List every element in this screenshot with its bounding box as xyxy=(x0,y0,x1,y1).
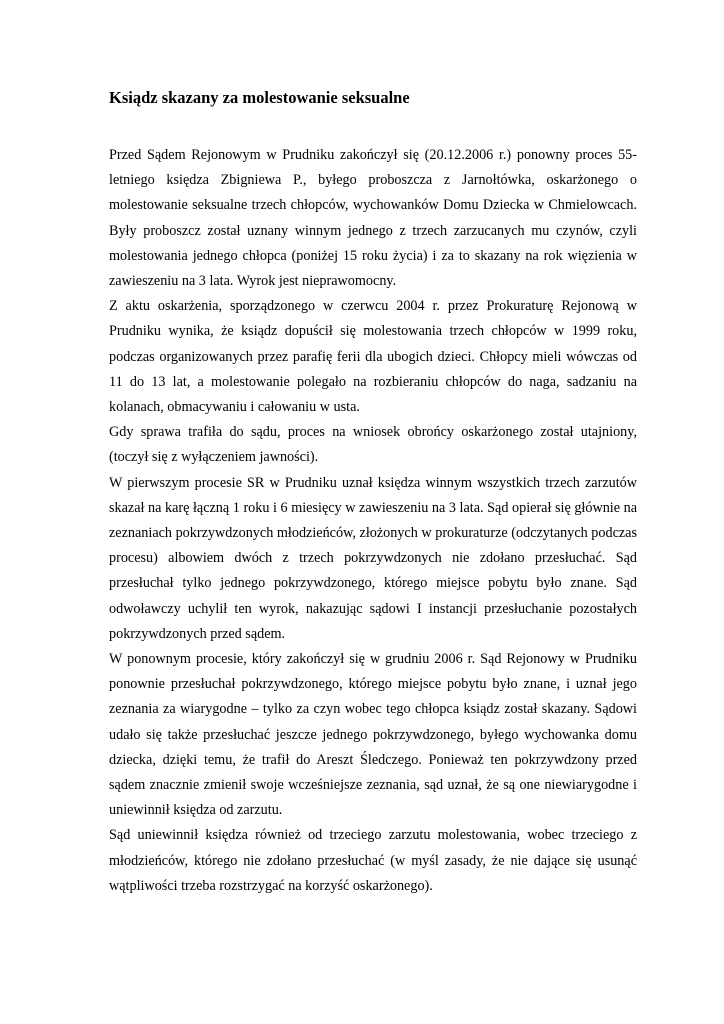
paragraph-4: W pierwszym procesie SR w Prudniku uznał księdza winnym wszystkich trzech zarzutów skazał na karę łączną 1 roku i 6 miesięcy w zawieszeniu na 3 lata. Sąd opierał się głównie na zeznaniach pokrzywdzonych młodzieńców, złożonych w prokuraturze (odczytanych podczas procesu) albowiem dwóch z trzech pokrzywdzonych nie zdołano przesłuchać. Sąd przesłuchał tylko jednego pokrzywdzonego, którego miejsce pobytu było znane. Sąd odwoławczy uchylił ten wyrok, nakazując sądowi I instancji przesłuchanie pozostałych pokrzywdzonych przed sądem. xyxy=(109,474,637,642)
paragraph-5: W ponownym procesie, który zakończył się w grudniu 2006 r. Sąd Rejonowy w Prudniku ponownie przesłuchał pokrzywdzonego, którego miejsce pobytu było znane, i uznał jego zeznania za wiarygodne – tylko za czyn wobec tego chłopca ksiądz został skazany. Sądowi udało się także przesłuchać jeszcze jednego pokrzywdzonego, byłego wychowanka domu dziecka, dzięki temu, że trafił do Areszt Śledczego. Ponieważ ten pokrzywdzony przed sądem znacznie zmienił swoje wcześniejsze zeznania, sąd uznał, że są one niewiarygodne i uniewinnił księdza od zarzutu. xyxy=(109,651,637,819)
paragraph-3: Gdy sprawa trafiła do sądu, proces na wniosek obrońcy oskarżonego został utajniony, (toczył się z wyłączeniem jawności). xyxy=(109,424,637,466)
document-page xyxy=(109,86,637,899)
document-body xyxy=(109,143,637,899)
paragraph-1: Przed Sądem Rejonowym w Prudniku zakończył się (20.12.2006 r.) ponowny proces 55-letniego księdza Zbigniewa P., byłego proboszcza z Jarnołtówka, oskarżonego o molestowanie seksualne trzech chłopców, wychowanków Domu Dziecka w Chmielowcach. Były proboszcz został uznany winnym jednego z trzech zarzucanych mu czynów, czyli molestowania jednego chłopca (poniżej 15 roku życia) i za to skazany na rok więzienia w zawieszeniu na 3 lata. Wyrok jest nieprawomocny. xyxy=(109,147,637,290)
document-title: Ksiądz skazany za molestowanie seksualne xyxy=(109,88,410,107)
paragraph-6: Sąd uniewinnił księdza również od trzeciego zarzutu molestowania, wobec trzeciego z młodzieńców, którego nie zdołano przesłuchać (w myśl zasady, że nie dające się usunąć wątpliwości trzeba rozstrzygać na korzyść oskarżonego). xyxy=(109,827,637,894)
paragraph-2: Z aktu oskarżenia, sporządzonego w czerwcu 2004 r. przez Prokuraturę Rejonową w Prudniku wynika, że ksiądz dopuścił się molestowania trzech chłopców w 1999 roku, podczas organizowanych przez parafię ferii dla ubogich dzieci. Chłopcy mieli wówczas od 11 do 13 lat, a molestowanie polegało na rozbieraniu chłopców do naga, sadzaniu na kolanach, obmacywaniu i całowaniu w usta. xyxy=(109,298,637,416)
